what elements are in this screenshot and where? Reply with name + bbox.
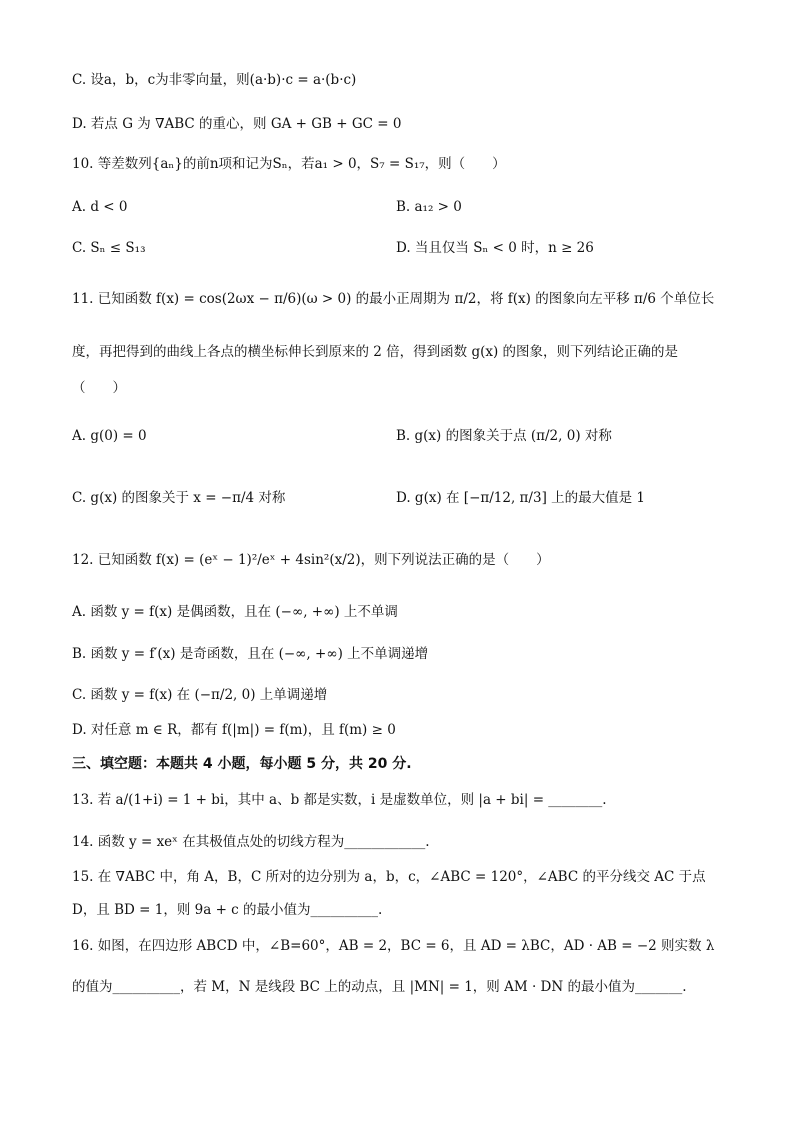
- option-12c: C. 函数 y = f(x) 在 (−π/2, 0) 上单调递增: [72, 687, 328, 703]
- option-10b: B. a₁₂ > 0: [396, 199, 462, 215]
- question-13: 13. 若 a/(1+i) = 1 + bi，其中 a、b 都是实数，i 是虚数单位，则 |a + bi| = ________.: [72, 792, 607, 808]
- section-heading-fill-in: 三、填空题：本题共 4 小题，每小题 5 分，共 20 分.: [72, 756, 412, 772]
- option-10a: A. d < 0: [72, 199, 128, 215]
- option-12a: A. 函数 y = f(x) 是偶函数，且在 (−∞, +∞) 上不单调: [72, 604, 398, 620]
- option-9d: D. 若点 G 为 ∇ABC 的重心，则 GA + GB + GC = 0: [72, 116, 402, 132]
- question-16-line2: 的值为__________，若 M，N 是线段 BC 上的动点，且 |MN| = 1，则 AM · DN 的最小值为_______.: [72, 979, 687, 995]
- question-14: 14. 函数 y = xeˣ 在其极值点处的切线方程为____________.: [72, 834, 430, 850]
- option-11a: A. g(0) = 0: [72, 428, 147, 444]
- question-11-line1: 11. 已知函数 f(x) = cos(2ωx − π/6)(ω > 0) 的最小正周期为 π/2，将 f(x) 的图象向左平移 π/6 个单位长: [72, 291, 715, 307]
- question-12: 12. 已知函数 f(x) = (eˣ − 1)²/eˣ + 4sin²(x/2)，则下列说法正确的是（ ）: [72, 552, 550, 568]
- question-16-line1: 16. 如图，在四边形 ABCD 中，∠B=60°，AB = 2，BC = 6，且 AD = λBC，AD · AB = −2 则实数 λ: [72, 938, 715, 954]
- option-10d: D. 当且仅当 Sₙ < 0 时，n ≥ 26: [396, 240, 594, 256]
- question-15-line2: D，且 BD = 1，则 9a + c 的最小值为__________.: [72, 902, 383, 918]
- question-15-line1: 15. 在 ∇ABC 中，角 A，B，C 所对的边分别为 a，b，c，∠ABC = 120°，∠ABC 的平分线交 AC 于点: [72, 869, 706, 885]
- option-12b: B. 函数 y = f′(x) 是奇函数，且在 (−∞, +∞) 上不单调递增: [72, 646, 429, 662]
- option-12d: D. 对任意 m ∈ R，都有 f(|m|) = f(m)，且 f(m) ≥ 0: [72, 722, 396, 738]
- option-11d: D. g(x) 在 [−π/12, π/3] 上的最大值是 1: [396, 490, 646, 506]
- option-9c: C. 设a，b，c为非零向量，则(a·b)·c = a·(b·c): [72, 72, 357, 88]
- question-10: 10. 等差数列{aₙ}的前n项和记为Sₙ，若a₁ > 0，S₇ = S₁₇，则（ ）: [72, 156, 506, 172]
- option-11c: C. g(x) 的图象关于 x = −π/4 对称: [72, 490, 286, 506]
- option-11b: B. g(x) 的图象关于点 (π/2, 0) 对称: [396, 428, 612, 444]
- question-11-blank: （ ）: [72, 380, 126, 396]
- option-10c: C. Sₙ ≤ S₁₃: [72, 240, 146, 256]
- question-11-line2: 度，再把得到的曲线上各点的横坐标伸长到原来的 2 倍，得到函数 g(x) 的图象，则下列结论正确的是: [72, 344, 679, 360]
